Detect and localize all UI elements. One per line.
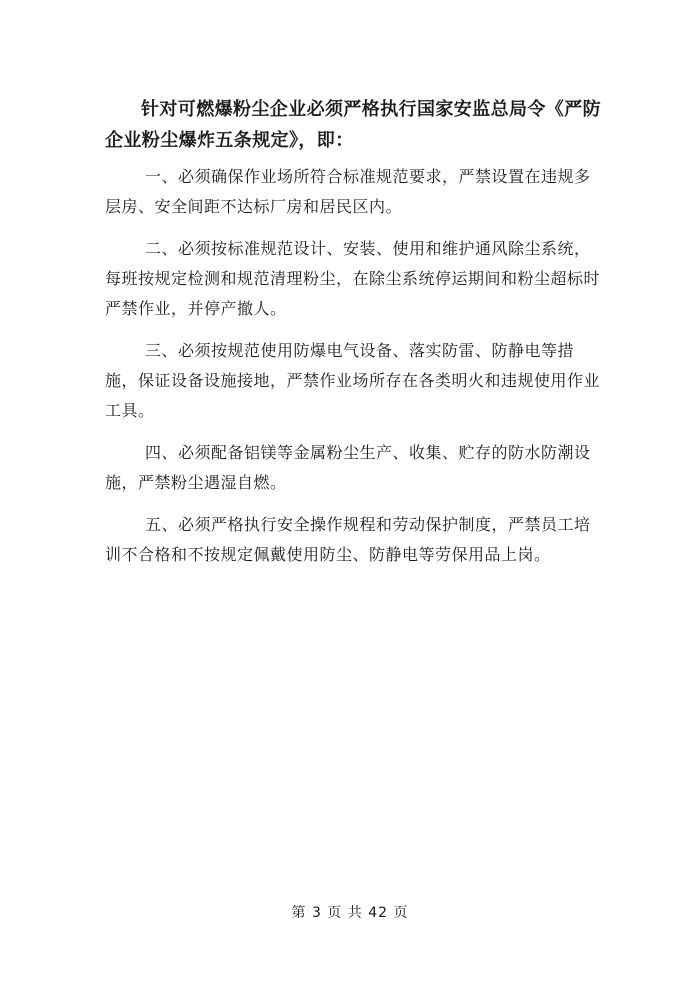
page-number-footer: 第 3 页 共 42 页 <box>291 905 409 921</box>
rule-paragraph-3: 三、必须按规范使用防爆电气设备、落实防雷、防静电等措施，保证设备设施接地，严禁作业场所存在各类明火和违规使用作业工具。 <box>105 341 601 420</box>
rule-paragraph-2: 二、必须按标准规范设计、安装、使用和维护通风除尘系统，每班按规定检测和规范清理粉尘，在除尘系统停运期间和粉尘超标时严禁作业，并停产撤人。 <box>105 239 601 318</box>
document-body <box>105 94 605 582</box>
rule-paragraph-1: 一、必须确保作业场所符合标准规范要求，严禁设置在违规多层房、安全间距不达标厂房和居民区内。 <box>105 167 591 216</box>
rule-paragraph-4: 四、必须配备铝镁等金属粉尘生产、收集、贮存的防水防潮设施，严禁粉尘遇湿自燃。 <box>105 443 591 492</box>
rule-paragraph-5: 五、必须严格执行安全操作规程和劳动保护制度，严禁员工培训不合格和不按规定佩戴使用防尘、防静电等劳保用品上岗。 <box>105 515 591 564</box>
intro-paragraph: 针对可燃爆粉尘企业必须严格执行国家安监总局令《严防企业粉尘爆炸五条规定》，即： <box>105 99 601 151</box>
